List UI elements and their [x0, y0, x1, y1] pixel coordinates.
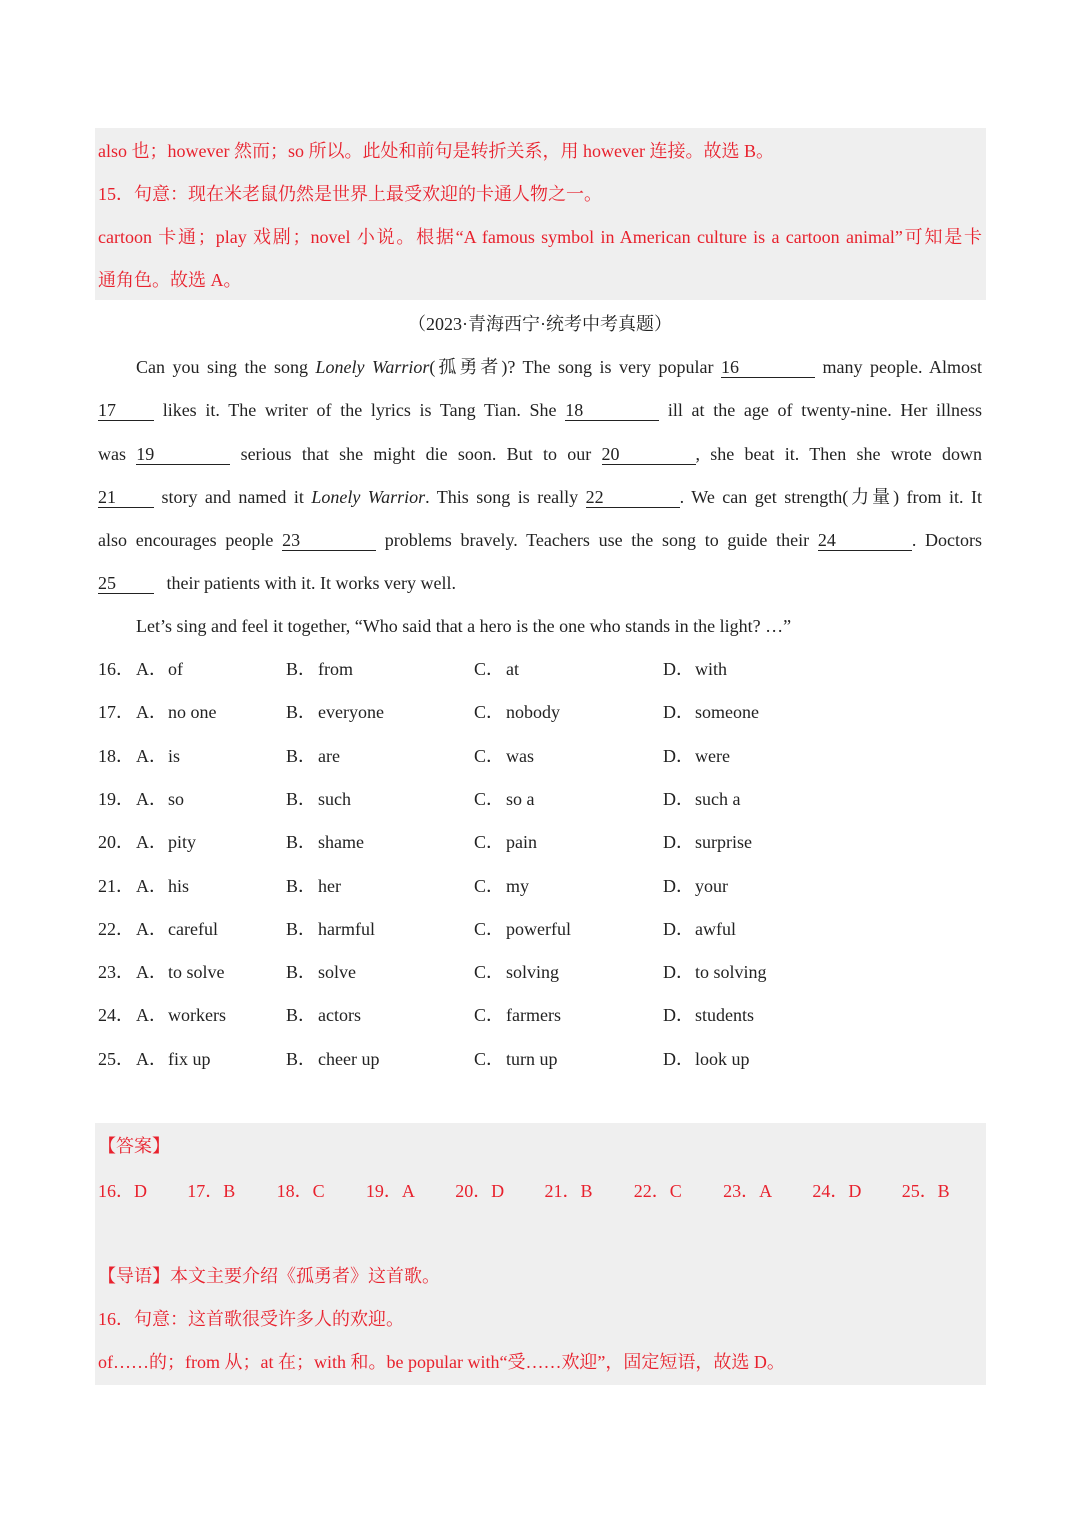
- option-c: [474, 873, 529, 899]
- option-text: such: [318, 788, 351, 809]
- option-text: careful: [168, 918, 218, 939]
- song-title: Lonely Warrior: [315, 357, 430, 377]
- option-letter: A．: [136, 788, 167, 809]
- option-letter: A．: [136, 962, 167, 983]
- option-text: her: [318, 875, 341, 896]
- q16-translation: 16．句意：这首歌很受许多人的欢迎。: [98, 1309, 404, 1329]
- answer-key: 21．B: [544, 1181, 593, 1201]
- passage-line-6: [98, 571, 456, 595]
- option-text: look up: [695, 1048, 750, 1069]
- question-number: 20．: [98, 832, 134, 853]
- question-number: 17．: [98, 702, 134, 723]
- option-letter: B．: [286, 702, 317, 723]
- option-a: [136, 656, 183, 682]
- option-text: my: [506, 875, 530, 896]
- option-text: farmers: [506, 1005, 561, 1026]
- blank-23: 23: [282, 530, 376, 551]
- option-letter: D．: [663, 918, 694, 939]
- option-a: [136, 699, 217, 725]
- option-d: [663, 873, 728, 899]
- option-letter: D．: [663, 659, 694, 679]
- question-row: [98, 829, 982, 855]
- passage-line-3: [98, 442, 982, 466]
- option-letter: B．: [286, 962, 317, 983]
- option-c: [474, 743, 534, 769]
- option-text: workers: [168, 1005, 226, 1026]
- option-text: so a: [506, 788, 535, 809]
- option-a: [136, 873, 189, 899]
- explanation-line: cartoon 卡通；play 戏剧；novel 小说。根据“A famous symbol in American culture is a cartoon animal”可知是卡: [98, 227, 982, 247]
- question-number: 18．: [98, 745, 134, 766]
- answer-key-row: [98, 1177, 982, 1203]
- q16-explanation: of……的；from 从；at 在；with 和。be popular with“受……欢迎”，固定短语，故选 D。: [98, 1352, 785, 1372]
- option-letter: C．: [474, 832, 505, 853]
- option-d: [663, 699, 759, 725]
- option-letter: B．: [286, 875, 317, 896]
- option-a: [136, 786, 184, 812]
- option-text: such a: [695, 788, 741, 809]
- option-b: [286, 829, 364, 855]
- option-letter: A．: [136, 1048, 167, 1069]
- passage-line-4: [98, 485, 982, 509]
- option-text: cheer up: [318, 1048, 380, 1069]
- option-b: [286, 959, 356, 985]
- option-b: [286, 873, 341, 899]
- option-letter: A．: [136, 832, 167, 853]
- answer-key: 20．D: [455, 1181, 505, 1201]
- option-c: [474, 656, 519, 682]
- blank-16: 16: [721, 357, 815, 378]
- option-text: were: [695, 745, 730, 766]
- option-text: awful: [695, 918, 736, 939]
- option-letter: D．: [663, 1005, 694, 1026]
- option-letter: C．: [474, 962, 505, 983]
- option-c: [474, 916, 571, 942]
- option-b: [286, 916, 375, 942]
- option-d: [663, 1002, 754, 1028]
- option-letter: C．: [474, 788, 505, 809]
- answer-key: 17．B: [187, 1181, 236, 1201]
- song-title: Lonely Warrior: [311, 487, 426, 507]
- option-text: from: [318, 659, 353, 679]
- passage-text: was: [98, 444, 126, 464]
- option-text: to solve: [168, 962, 225, 983]
- option-letter: A．: [136, 1005, 167, 1026]
- option-letter: A．: [136, 745, 167, 766]
- blank-24: 24: [818, 530, 912, 551]
- question-number: 19．: [98, 788, 134, 809]
- option-text: at: [506, 659, 519, 679]
- question-number: 22．: [98, 918, 134, 939]
- option-text: of: [168, 659, 183, 679]
- option-text: turn up: [506, 1048, 558, 1069]
- option-text: students: [695, 1005, 755, 1026]
- option-letter: B．: [286, 918, 317, 939]
- answer-key: 19．A: [365, 1181, 415, 1201]
- option-b: [286, 656, 353, 682]
- option-letter: A．: [136, 918, 167, 939]
- option-letter: B．: [286, 788, 317, 809]
- option-letter: D．: [663, 832, 694, 853]
- answer-label: 【答案】: [98, 1136, 170, 1156]
- option-a: [136, 743, 180, 769]
- answer-key: 23．A: [723, 1181, 773, 1201]
- passage-text: . We can get strength(力量) from it. It: [679, 487, 982, 507]
- option-text: your: [695, 875, 728, 896]
- option-text: his: [168, 875, 190, 896]
- blank-22: 22: [586, 487, 680, 508]
- question-row: [98, 1002, 982, 1028]
- passage-line-5: [98, 528, 982, 552]
- question-row: [98, 743, 982, 769]
- passage-text: . Doctors: [911, 530, 983, 550]
- question-number: 24．: [98, 1005, 134, 1026]
- option-d: [663, 743, 730, 769]
- option-d: [663, 959, 767, 985]
- option-letter: D．: [663, 875, 694, 896]
- option-b: [286, 699, 384, 725]
- option-text: to solving: [695, 962, 767, 983]
- blank-25: 25: [98, 573, 154, 594]
- question-row: [98, 1046, 982, 1072]
- passage-text: many people. Almost: [822, 357, 983, 377]
- blank-21: 21: [98, 487, 154, 508]
- option-letter: A．: [136, 875, 167, 896]
- option-text: pain: [506, 832, 537, 853]
- option-text: was: [506, 745, 534, 766]
- option-d: [663, 829, 752, 855]
- guide-text: 【导语】本文主要介绍《孤勇者》这首歌。: [98, 1266, 440, 1286]
- option-c: [474, 786, 535, 812]
- passage-text: ill at the age of twenty-nine. Her illness: [667, 400, 983, 420]
- option-text: is: [168, 745, 181, 766]
- option-letter: B．: [286, 745, 317, 766]
- question-row: [98, 786, 982, 812]
- option-letter: A．: [136, 659, 167, 679]
- option-letter: A．: [136, 702, 167, 723]
- option-text: everyone: [318, 702, 384, 723]
- option-b: [286, 786, 351, 812]
- option-a: [136, 959, 225, 985]
- blank-18: 18: [565, 400, 659, 421]
- option-c: [474, 699, 560, 725]
- option-letter: C．: [474, 875, 505, 896]
- option-text: shame: [318, 832, 364, 853]
- passage-text: also encourages people: [98, 530, 274, 550]
- question-number: 23．: [98, 962, 134, 983]
- option-text: no one: [168, 702, 217, 723]
- blank-19: 19: [136, 444, 230, 465]
- source-caption: （2023·青海西宁·统考中考真题）: [408, 314, 672, 334]
- option-a: [136, 1002, 226, 1028]
- option-text: fix up: [168, 1048, 211, 1069]
- passage-text: problems bravely. Teachers use the song to guide their: [384, 530, 810, 550]
- option-d: [663, 916, 736, 942]
- option-text: surprise: [695, 832, 752, 853]
- option-letter: D．: [663, 745, 694, 766]
- question-number: 21．: [98, 875, 134, 896]
- answer-key: 16．D: [98, 1181, 147, 1201]
- passage-line-2: [98, 398, 982, 422]
- option-c: [474, 829, 537, 855]
- passage-text: Can you sing the song Lonely Warrior(孤勇者)? The song is very popular: [136, 357, 714, 377]
- option-letter: B．: [286, 832, 317, 853]
- option-letter: D．: [663, 1048, 694, 1069]
- answer-key: 18．C: [276, 1181, 325, 1201]
- answer-box: [95, 1123, 986, 1385]
- question-row: [98, 959, 982, 985]
- option-letter: C．: [474, 702, 505, 723]
- question-row: [98, 656, 982, 682]
- option-text: someone: [695, 702, 759, 723]
- option-letter: C．: [474, 745, 505, 766]
- passage-text: story and named it Lonely Warrior. This song is really: [161, 487, 579, 507]
- answer-key: 24．D: [812, 1181, 862, 1201]
- option-b: [286, 1046, 379, 1072]
- explanation-line: 通角色。故选 A。: [98, 270, 242, 290]
- option-a: [136, 1046, 211, 1072]
- passage-text: serious that she might die soon. But to our: [240, 444, 592, 464]
- option-letter: C．: [474, 1005, 505, 1026]
- option-letter: B．: [286, 1005, 317, 1026]
- explanation-line: 15．句意：现在米老鼠仍然是世界上最受欢迎的卡通人物之一。: [98, 184, 602, 204]
- option-letter: D．: [663, 702, 694, 723]
- option-letter: C．: [474, 1048, 505, 1069]
- option-text: harmful: [318, 918, 375, 939]
- option-text: are: [318, 745, 340, 766]
- option-letter: C．: [474, 918, 505, 939]
- option-a: [136, 829, 196, 855]
- question-row: [98, 916, 982, 942]
- question-row: [98, 873, 982, 899]
- passage-text: , she beat it. Then she wrote down: [695, 444, 983, 464]
- option-d: [663, 656, 727, 682]
- blank-17: 17: [98, 400, 154, 421]
- answer-key: 22．C: [633, 1181, 682, 1201]
- option-b: [286, 743, 340, 769]
- option-text: nobody: [506, 702, 560, 723]
- option-letter: D．: [663, 788, 694, 809]
- option-text: solve: [318, 962, 356, 983]
- passage-line-7: Let’s sing and feel it together, “Who said that a hero is the one who stands in the light? …”: [136, 616, 792, 636]
- passage-text: their patients with it. It works very well.: [166, 573, 456, 593]
- option-letter: C．: [474, 659, 505, 679]
- option-b: [286, 1002, 361, 1028]
- answer-key: 25．B: [901, 1181, 950, 1201]
- option-letter: D．: [663, 962, 694, 983]
- question-number: 16．: [98, 659, 134, 679]
- option-text: pity: [168, 832, 197, 853]
- option-letter: B．: [286, 1048, 317, 1069]
- option-text: actors: [318, 1005, 361, 1026]
- option-letter: B．: [286, 659, 317, 679]
- option-text: so: [168, 788, 185, 809]
- explanation-line: also 也；however 然而；so 所以。此处和前句是转折关系，用 however 连接。故选 B。: [98, 141, 774, 161]
- option-c: [474, 1046, 558, 1072]
- passage-line-1: [136, 355, 982, 379]
- option-c: [474, 1002, 561, 1028]
- option-a: [136, 916, 218, 942]
- question-number: 25．: [98, 1048, 134, 1069]
- option-text: with: [695, 659, 728, 679]
- option-text: powerful: [506, 918, 571, 939]
- question-row: [98, 699, 982, 725]
- option-c: [474, 959, 559, 985]
- passage-text: likes it. The writer of the lyrics is Tang Tian. She: [162, 400, 557, 420]
- option-d: [663, 786, 740, 812]
- blank-20: 20: [602, 444, 696, 465]
- option-text: solving: [506, 962, 560, 983]
- option-d: [663, 1046, 750, 1072]
